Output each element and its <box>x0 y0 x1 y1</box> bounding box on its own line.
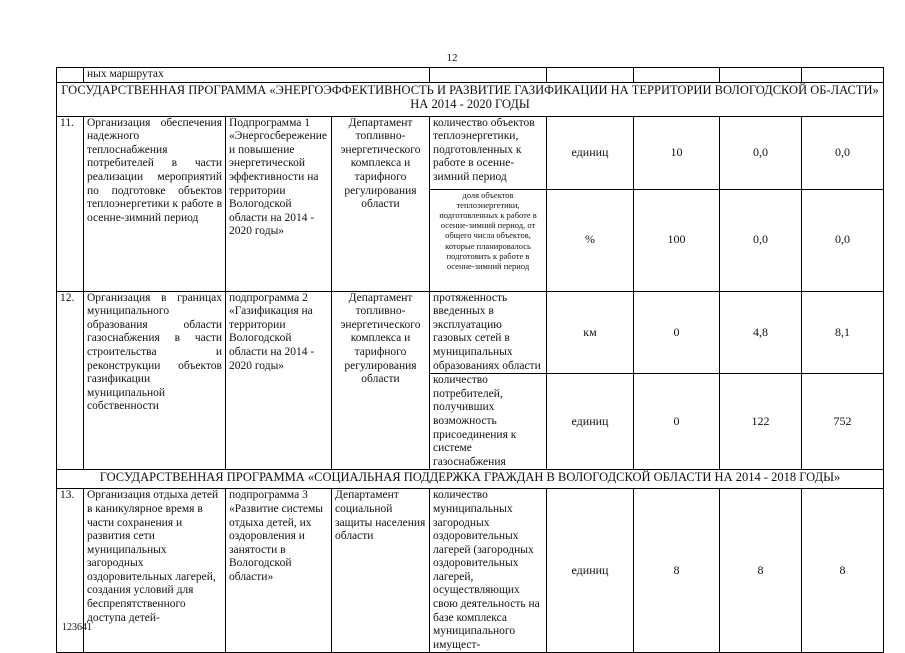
table-row <box>57 489 884 653</box>
value-cell: 8 <box>634 489 720 653</box>
section-title: ГОСУДАРСТВЕННАЯ ПРОГРАММА «ЭНЕРГОЭФФЕКТИВНОСТЬ И РАЗВИТИЕ ГАЗИФИКАЦИИ НА ТЕРРИТОРИИ ВОЛОГОДСКОЙ ОБ-ЛАСТИ» НА 2014 - 2020 ГОДЫ <box>57 82 884 116</box>
section-title: ГОСУДАРСТВЕННАЯ ПРОГРАММА «СОЦИАЛЬНАЯ ПОДДЕРЖКА ГРАЖДАН В ВОЛОГОДСКОЙ ОБЛАСТИ НА 2014 - 2018 ГОДЫ» <box>57 470 884 489</box>
document-code: 123641 <box>62 622 92 633</box>
value-cell: 0,0 <box>802 116 884 189</box>
unit-cell: % <box>547 189 634 291</box>
value-cell: 100 <box>634 189 720 291</box>
indicator-cell: доля объектов теплоэнергетики, подготовленных к работе в осенне-зимний период, от общего числа объектов, которые планировалось подготовить к работе в осенне-зимний период <box>430 189 547 291</box>
unit-cell: единиц <box>547 374 634 470</box>
activity-cell: Организация обеспечения надежного теплоснабжения потребителей в части реализации мероприятий по подготовке объектов теплоэнергетики к работе в осенне-зимний период <box>84 116 226 291</box>
row-number: 12. <box>57 291 84 470</box>
section-header-row <box>57 82 884 116</box>
value-cell: 122 <box>720 374 802 470</box>
value-cell: 8,1 <box>802 291 884 374</box>
department-cell: Департамент топливно-энергетического комплекса и тарифного регулирования области <box>332 116 430 291</box>
value-cell: 4,8 <box>720 291 802 374</box>
value-cell: 752 <box>802 374 884 470</box>
row-number: 11. <box>57 116 84 291</box>
indicator-cell: количество потребителей, получивших возможность присоединения к системе газоснабжения <box>430 374 547 470</box>
subprogram-cell: подпрограмма 3 «Развитие системы отдыха детей, их оздоровления и занятости в Вологодской области» <box>226 489 332 653</box>
subprogram-cell: подпрограмма 2 «Газификация на территории Вологодской области на 2014 - 2020 годы» <box>226 291 332 470</box>
department-cell: Департамент социальной защиты населения области <box>332 489 430 653</box>
value-cell: 0 <box>634 374 720 470</box>
value-cell: 0 <box>634 291 720 374</box>
value-cell: 0,0 <box>720 189 802 291</box>
value-cell: 0,0 <box>802 189 884 291</box>
indicators-table <box>56 67 884 653</box>
cell-indicator-tail: ных маршрутах <box>84 68 430 83</box>
subprogram-cell: Подпрограмма 1 «Энергосбережение и повышение энергетической эффективности на территории Вологодской области на 2014 - 2020 годы» <box>226 116 332 291</box>
activity-cell: Организация отдыха детей в каникулярное время в части сохранения и развития сети муниципальных загородных оздоровительных лагерей, создания условий для беспрепятственного доступа детей- <box>84 489 226 653</box>
unit-cell: км <box>547 291 634 374</box>
table-row <box>57 116 884 189</box>
value-cell: 8 <box>802 489 884 653</box>
unit-cell: единиц <box>547 116 634 189</box>
indicator-cell: протяженность введенных в эксплуатацию газовых сетей в муниципальных образованиях области <box>430 291 547 374</box>
value-cell: 10 <box>634 116 720 189</box>
value-cell: 8 <box>720 489 802 653</box>
value-cell: 0,0 <box>720 116 802 189</box>
indicator-cell: количество объектов теплоэнергетики, подготовленных к работе в осенне-зимний период <box>430 116 547 189</box>
row-number: 13. <box>57 489 84 653</box>
page-number: 12 <box>446 52 458 64</box>
section-header-row <box>57 470 884 489</box>
table-row <box>57 291 884 374</box>
activity-cell: Организация в границах муниципального образования области газоснабжения в части строительства и реконструкции объектов газификации муниципальной собственности <box>84 291 226 470</box>
table-row <box>57 68 884 83</box>
unit-cell: единиц <box>547 489 634 653</box>
indicator-cell: количество муниципальных загородных оздоровительных лагерей (загородных оздоровительных лагерей, осуществляющих свою деятельность на базе комплекса муниципального имущест- <box>430 489 547 653</box>
department-cell: Департамент топливно-энергетического комплекса и тарифного регулирования области <box>332 291 430 470</box>
